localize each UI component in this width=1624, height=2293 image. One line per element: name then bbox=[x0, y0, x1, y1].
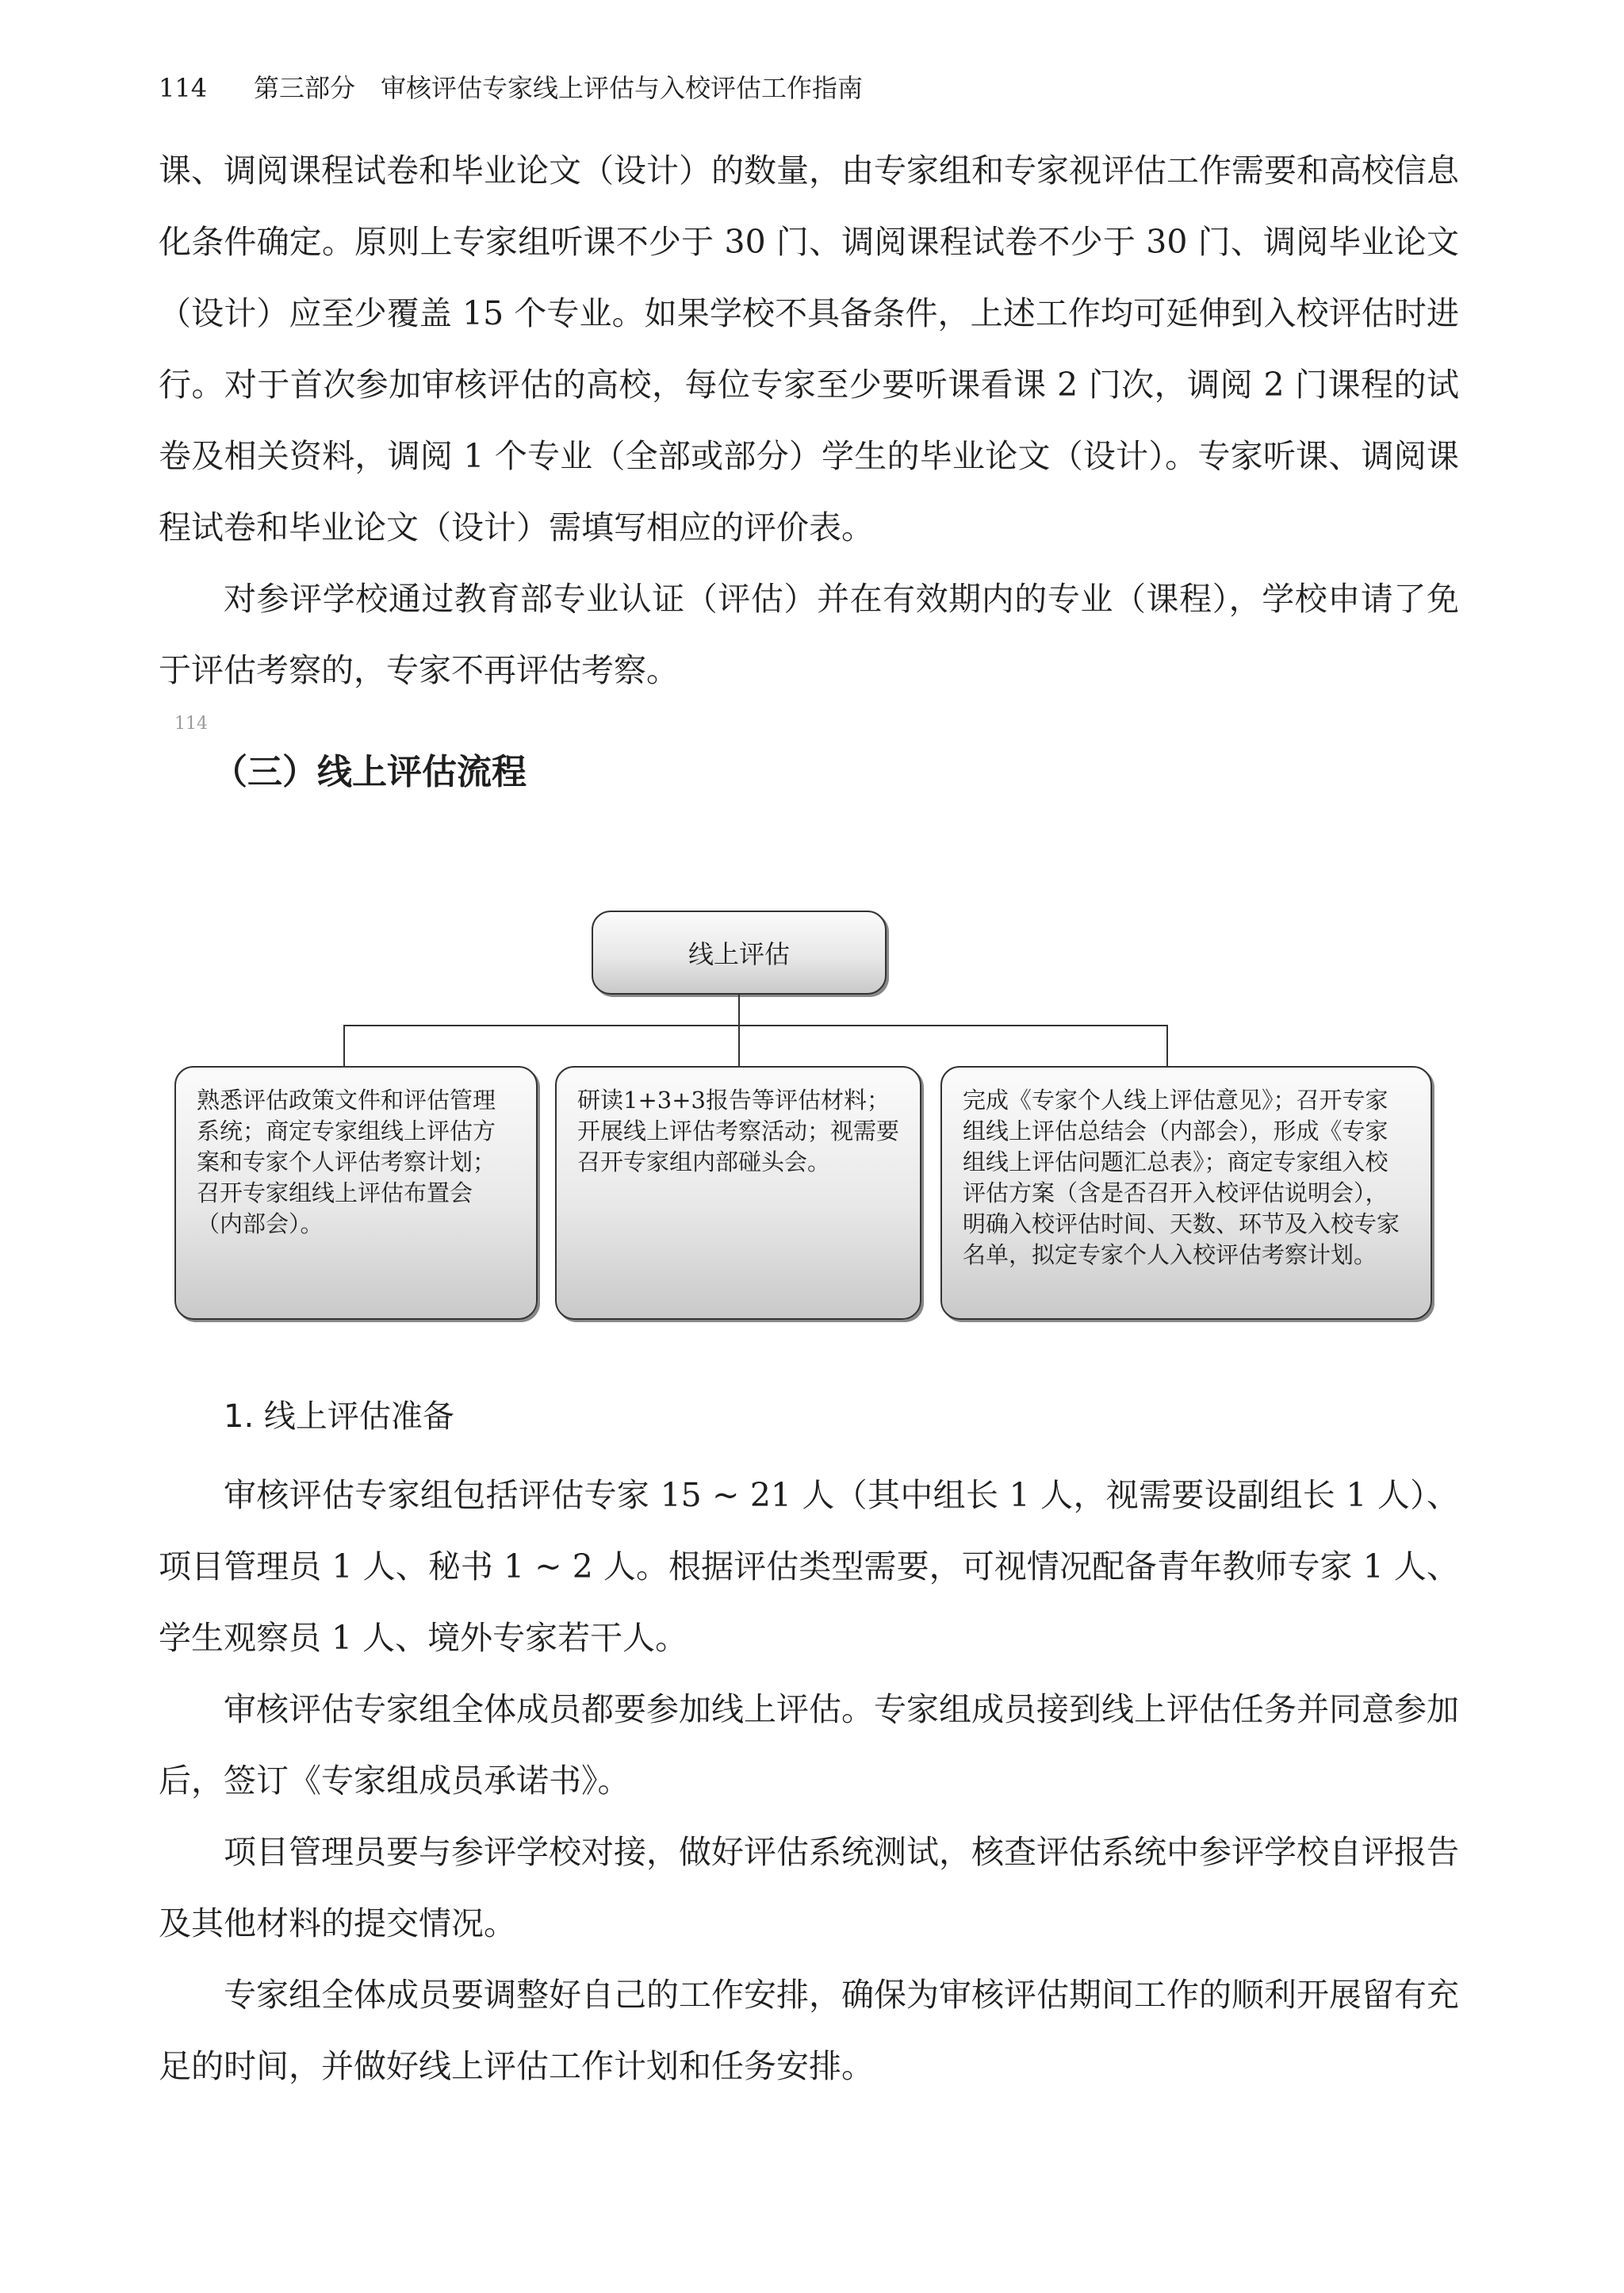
flowchart-step-3 bbox=[940, 1066, 1432, 1320]
flowchart-root-box bbox=[592, 911, 887, 995]
paragraph-4: 审核评估专家组全体成员都要参加线上评估。专家组成员接到线上评估任务并同意参加后，签订《专家组成员承诺书》。 bbox=[159, 1690, 1459, 1800]
connector-bar bbox=[343, 1025, 1168, 1026]
running-title: 第三部分 审核评估专家线上评估与入校评估工作指南 bbox=[254, 73, 864, 103]
connector-middle bbox=[738, 1025, 740, 1066]
paragraph-1: 课、调阅课程试卷和毕业论文（设计）的数量，由专家组和专家视评估工作需要和高校信息化条件确定。原则上专家组听课不少于 30 门、调阅课程试卷不少于 30 门、调阅毕业论文（设计）应至少覆盖 15 个专业。如果学校不具备条件，上述工作均可延伸到入校评估时进行。对于首次参加审核评估的高校，每位专家至少要听课看课 2 门次，调阅 2 门课程的试卷及相关资料，调阅 1 个专业（全部或部分）学生的毕业论文（设计）。专家听课、调阅课程试卷和毕业论文（设计）需填写相应的评价表。 bbox=[159, 151, 1459, 546]
connector-trunk bbox=[738, 995, 740, 1025]
flowchart-step-2 bbox=[555, 1066, 921, 1320]
subsection-heading: 1. 线上评估准备 bbox=[224, 1398, 454, 1435]
flowchart-step-3-text: 完成《专家个人线上评估意见》；召开专家组线上评估总结会（内部会），形成《专家组线上评估问题汇总表》；商定专家组入校评估方案（含是否召开入校评估说明会），明确入校评估时间、天数、环节及入校专家名单，拟定专家个人入校评估考察计划。 bbox=[963, 1087, 1400, 1268]
connector-right bbox=[1166, 1025, 1168, 1066]
flowchart-root-label: 线上评估 bbox=[688, 939, 790, 969]
flowchart-step-1-text: 熟悉评估政策文件和评估管理系统；商定专家组线上评估方案和专家个人评估考察计划；召开专家组线上评估布置会（内部会）。 bbox=[197, 1087, 496, 1237]
connector-left bbox=[343, 1025, 345, 1066]
paragraph-2: 对参评学校通过教育部专业认证（评估）并在有效期内的专业（课程），学校申请了免于评估考察的，专家不再评估考察。 bbox=[159, 580, 1459, 689]
page-number: 114 bbox=[159, 73, 208, 103]
running-header bbox=[159, 68, 1427, 108]
margin-note: 114 bbox=[174, 714, 208, 734]
paragraph-5: 项目管理员要与参评学校对接，做好评估系统测试，核查评估系统中参评学校自评报告及其他材料的提交情况。 bbox=[159, 1833, 1459, 1942]
paragraph-3: 审核评估专家组包括评估专家 15 ~ 21 人（其中组长 1 人，视需要设副组长 1 人）、项目管理员 1 人、秘书 1 ~ 2 人。根据评估类型需要，可视情况配备青年教师专家 1 人、学生观察员 1 人、境外专家若干人。 bbox=[159, 1476, 1459, 1657]
paragraph-6: 专家组全体成员要调整好自己的工作安排，确保为审核评估期间工作的顺利开展留有充足的时间，并做好线上评估工作计划和任务安排。 bbox=[159, 1976, 1459, 2085]
flowchart-step-1 bbox=[174, 1066, 538, 1320]
flowchart-step-2-text: 研读1+3+3报告等评估材料；开展线上评估考察活动；视需要召开专家组内部碰头会。 bbox=[577, 1087, 900, 1175]
section-heading: （三）线上评估流程 bbox=[213, 752, 527, 792]
